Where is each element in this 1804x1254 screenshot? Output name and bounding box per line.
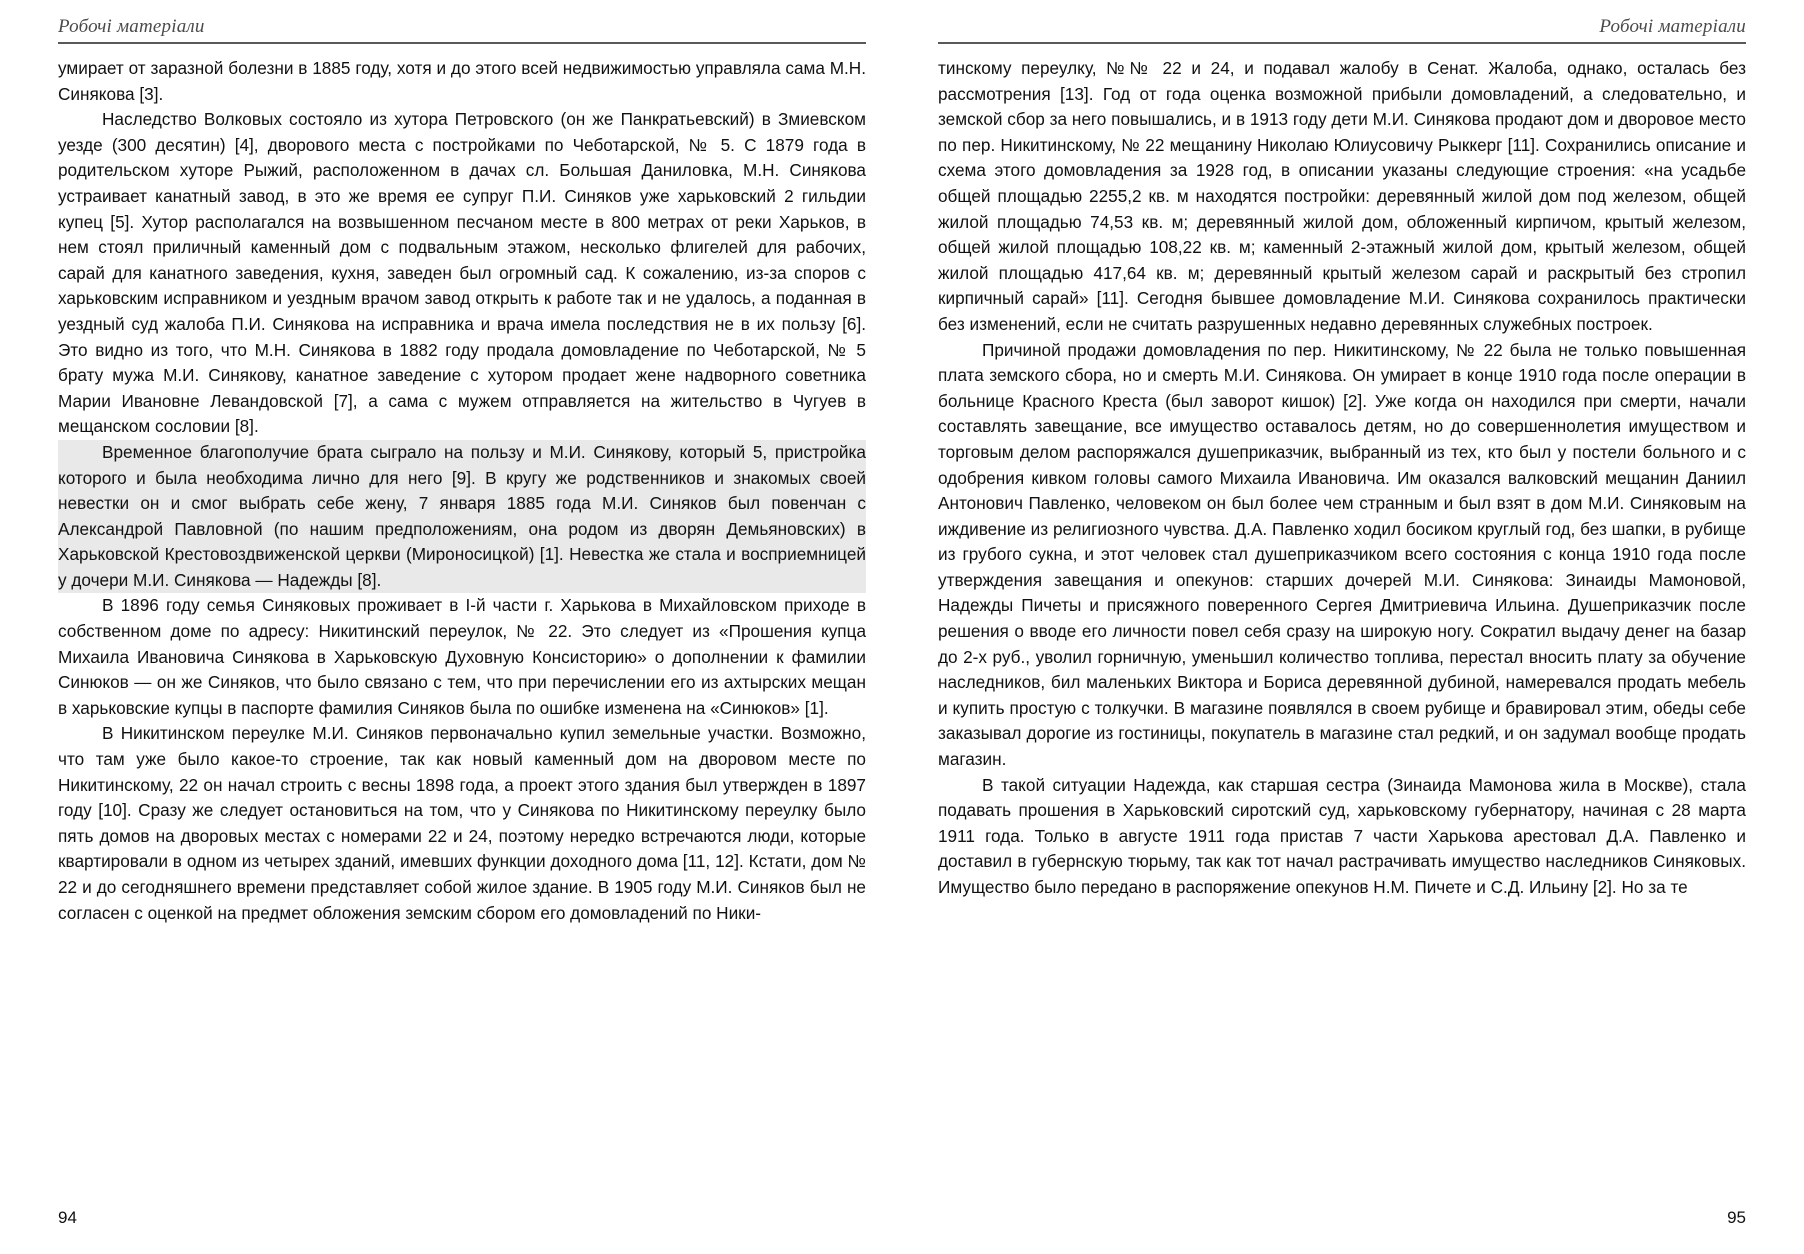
paragraph: В Никитинском переулке М.И. Синяков первоначально купил земельные участки. Возможно, что там уже было какое-то строение, так как новый каменный дом на дворовом месте по Никитинскому, 22 он начал строить с весны 1898 года, а проект этого здания был утвержден в 1897 году [10]. Сразу же следует остановиться на том, что у Синякова по Никитинскому переулку было пять домов на дворовых местах с номерами 22 и 24, поэтому нередко встречаются люди, которые квартировали в одном из четырех зданий, имевших функции доходного дома [11, 12]. Кстати, дом № 22 и до сегодняшнего времени представляет собой жилое здание. В 1905 году М.И. Синяков был не согласен с оценкой на предмет обложения земским сбором его домовладений по Ники- (58, 723, 866, 923)
paragraph: В 1896 году семья Синяковых проживает в I-й части г. Харькова в Михайловском приходе в собственном доме по адресу: Никитинский переулок, № 22. Это следует из «Прошения купца Михаила Ивановича Синякова в Харьковскую Духовную Консисторию» о дополнении к фамилии Синюков — он же Синяков, что было связано с тем, что при перечислении его из ахтырских мещан в харьковские купцы в паспорте фамилия Синяков была по ошибке изменена на «Синюков» [1]. (58, 595, 866, 718)
body-text-right (938, 56, 1746, 901)
running-head-right: Робочі матеріали (1599, 16, 1746, 37)
paragraph: В такой ситуации Надежда, как старшая сестра (Зинаида Мамонова жила в Москве), стала подавать прошения в Харьковский сиротский суд, харьковскому губернатору, начиная с 28 марта 1911 года. Только в августе 1911 года пристав 7 части Харькова арестовал Д.А. Павленко и доставил в губернскую тюрьму, так как тот начал растрачивать имущество наследников Синяковых. Имущество было передано в распоряжение опекунов Н.М. Пичете и С.Д. Ильину [2]. Но за те (938, 774, 1746, 897)
running-head-left: Робочі матеріали (58, 16, 205, 37)
paragraph: умирает от заразной болезни в 1885 году, хотя и до этого всей недвижимостью управляла сама М.Н. Синякова [3]. (58, 58, 866, 104)
page-number-left: 94 (58, 1208, 77, 1227)
paragraph: тинскому переулку, №№ 22 и 24, и подавал жалобу в Сенат. Жалоба, однако, осталась без рассмотрения [13]. Год от года оценка возможной прибыли домовладений, а следовательно, и земской сбор за него повышались, и в 1913 году дети М.И. Синякова продают дом и дворовое место по пер. Никитинскому, № 22 мещанину Николаю Юлиусовичу Рыккерг [11]. Сохранились описание и схема этого домовладения за 1928 год, в описании указаны следующие строения: «на усадьбе общей площадью 2255,2 кв. м находятся постройки: деревянный жилой дом под железом, общей жилой площадью 74,53 кв. м; деревянный жилой дом, обложенный кирпичом, крытый железом, общей жилой площадью 108,22 кв. м; каменный 2-этажный жилой дом, крытый железом, общей жилой площадью 417,64 кв. м; деревянный крытый железом сарай и раскрытый без стропил кирпичный сарай» [11]. Сегодня бывшее домовладение М.И. Синякова сохранилось практически без изменений, если не считать разрушенных недавно деревянных служебных построек. (938, 58, 1746, 334)
header-rule-left (58, 42, 866, 44)
page-right (902, 0, 1804, 1254)
paragraph: Причиной продажи домовладения по пер. Никитинскому, № 22 была не только повышенная плата земского сбора, но и смерть М.И. Синякова. Он умирает в конце 1910 года после операции в больнице Красного Креста (был заворот кишок) [2]. Уже когда он находился при смерти, начали составлять завещание, все имущество оставалось детям, но до совершеннолетия имуществом и торговым делом распоряжался душеприказчик, выбранный из тех, кто был у постели больного и с одобрения кивком головы самого Михаила Ивановича. Им оказался валковский мещанин Даниил Антонович Павленко, человеком он был более чем странным и был взят в дом М.И. Синяковым на иждивение из религиозного чувства. Д.А. Павленко ходил босиком круглый год, без шапки, в рубище из грубого сукна, и этот человек стал душеприказчиком всего состояния с конца 1910 года после утверждения завещания и опекунов: старших дочерей М.И. Синякова: Зинаиды Мамоновой, Надежды Пичеты и присяжного поверенного Сергея Дмитриевича Ильина. Душеприказчик после решения о вводе его личности повел себя сразу на широкую ногу. Сократил выдачу денег на базар до 2-х руб., уволил горничную, уменьшил количество топлива, перестал вносить плату за обучение наследников, бил маленьких Виктора и Бориса деревянной дубиной, намеревался продать мебель и купить простую с толкучки. В магазине появлялся в своем рубище и бравировал этим, обеды себе заказывал дорогие из гостиницы, покупатель в магазине стал редкий, и он задумал вообще продать магазин. (938, 339, 1746, 770)
body-text-left (58, 56, 866, 926)
paragraph-highlighted: Временное благополучие брата сыграло на пользу и М.И. Синякову, который 5, пристройка которого и была необходима лично для него [9]. В кругу же родственников и знакомых своей невестки он и смог выбрать себе жену, 7 января 1885 года М.И. Синяков был повенчан с Александрой Павловной (по нашим предположениям, она родом из дворян Демьяновских) в Харьковской Крестовоздвиженской церкви (Мироносицкой) [1]. Невестка же стала и восприемницей у дочери М.И. Синякова — Надежды [8]. (58, 440, 866, 594)
header-rule-right (938, 42, 1746, 44)
paragraph: Наследство Волковых состояло из хутора Петровского (он же Панкратьевский) в Змиевском уезде (300 десятин) [4], дворового места с постройками по Чеботарской, № 5. С 1879 года в родительском хуторе Рыжий, расположенном в дачах сл. Большая Даниловка, М.Н. Синякова устраивает канатный завод, в это же время ее супруг П.И. Синяков уже харьковский 2 гильдии купец [5]. Хутор располагался на возвышенном песчаном месте в 800 метрах от реки Харьков, в нем стоял приличный каменный дом с подвальным этажом, несколько флигелей для рабочих, сарай для канатного заведения, кухня, заведен был огромный сад. К сожалению, из-за споров с харьковским исправником и уездным врачом завод открыть к работе так и не удалось, а поданная в уездный суд жалоба П.И. Синякова на исправника и врача имела последствия не в их пользу [6]. Это видно из того, что М.Н. Синякова в 1882 году продала домовладение по Чеботарской, № 5 брату мужа М.И. Синякову, канатное заведение с хутором продает жене надворного советника Марии Ивановне Левандовской [7], а сама с мужем отправляется на жительство в Чугуев в мещанском сословии [8]. (58, 109, 866, 437)
page-number-right: 95 (1727, 1208, 1746, 1227)
